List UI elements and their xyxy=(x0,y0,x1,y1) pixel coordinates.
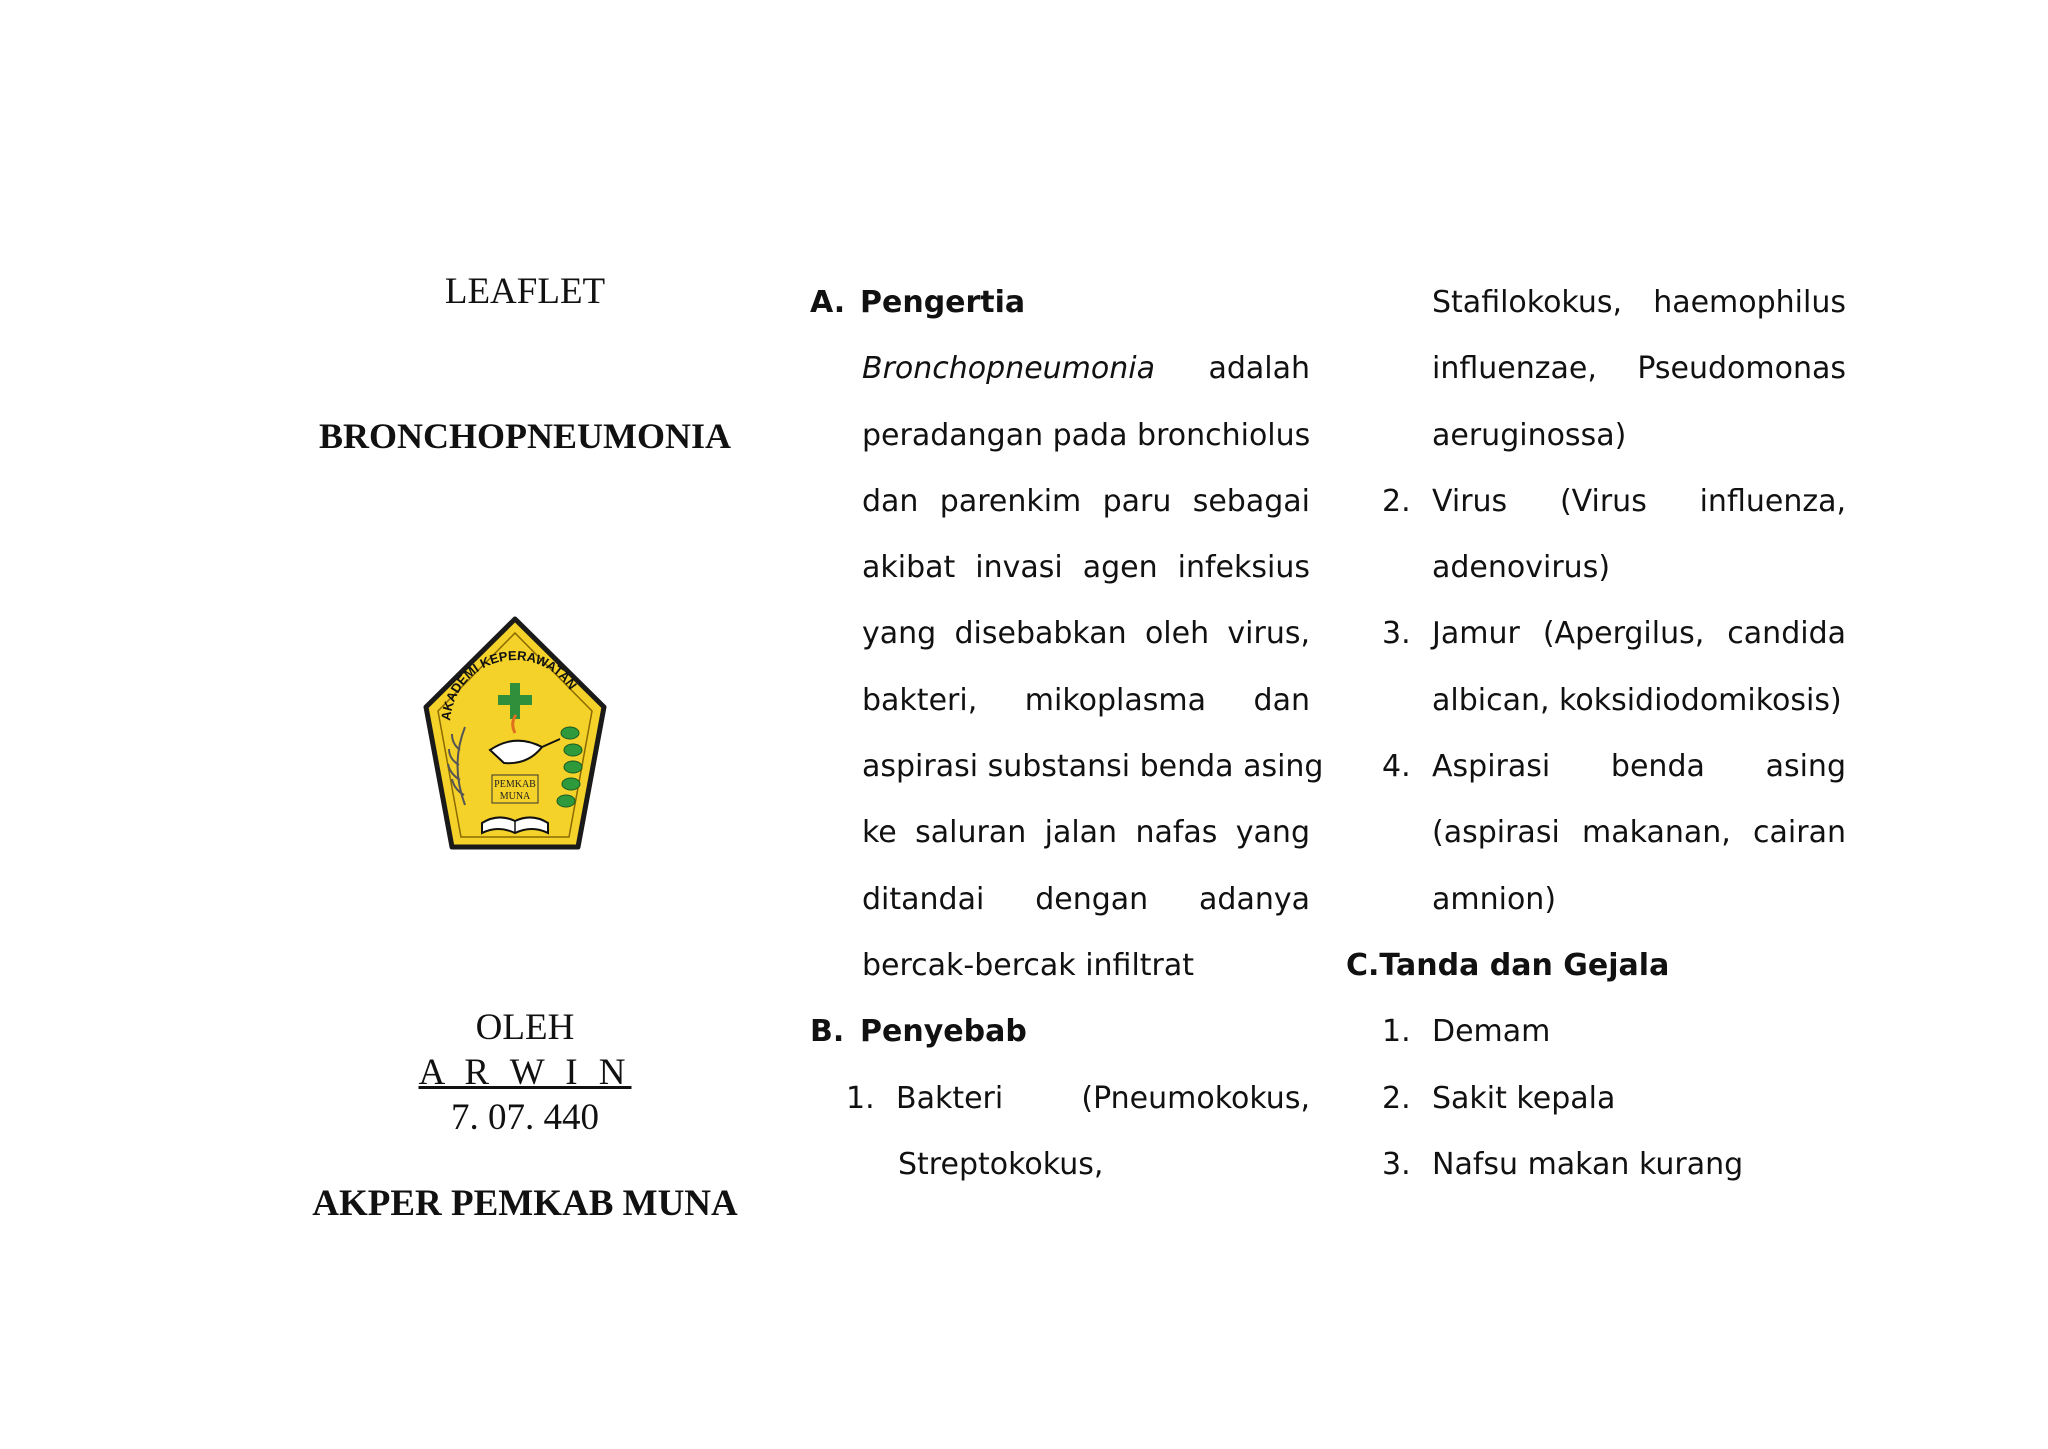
section-c-heading xyxy=(1346,933,1846,999)
section-c-title: Tanda dan Gejala xyxy=(1379,947,1670,983)
symptom-text: Nafsu makan kurang xyxy=(1432,1146,1744,1182)
section-a-heading xyxy=(810,270,1310,336)
logo-ring-text: AKADEMI KEPERAWATAN xyxy=(438,647,580,722)
cause-text-continued: influenzae, Pseudomonas xyxy=(1432,351,1846,387)
cause-number: 2. xyxy=(1382,483,1411,519)
symptom-number: 2. xyxy=(1382,1080,1411,1116)
section-a-title: Pengertia xyxy=(860,285,1026,320)
cause-number: 4. xyxy=(1382,749,1411,785)
cause-text-continued: aeruginossa) xyxy=(1432,417,1627,453)
cause-number: 1. xyxy=(846,1080,875,1116)
cause-number: 3. xyxy=(1382,616,1411,652)
akper-logo xyxy=(420,615,610,855)
content-column-2 xyxy=(810,270,1324,1198)
author-block xyxy=(290,1005,760,1140)
author-name: A R W I N xyxy=(418,1052,632,1093)
cause-text-continued: albican, koksidiodomikosis) xyxy=(1432,682,1842,718)
logo-emblem xyxy=(420,615,610,855)
logo-cross-h xyxy=(498,695,532,705)
definition-line: bercak-bercak infiltrat xyxy=(862,947,1195,983)
page-title: BRONCHOPNEUMONIA xyxy=(319,416,731,456)
definition-line: ke saluran jalan nafas yang xyxy=(862,815,1310,851)
definition-line: yang disebabkan oleh virus, xyxy=(862,616,1310,652)
cause-item xyxy=(1346,734,1846,800)
cause-text: Aspirasi benda asing xyxy=(1432,749,1846,785)
cause-text: Bakteri (Pneumokokus, xyxy=(896,1080,1310,1116)
definition-line xyxy=(810,336,1310,402)
section-a-letter: A. xyxy=(810,285,846,320)
symptom-number: 1. xyxy=(1382,1014,1411,1050)
definition-line: ditandai dengan adanya xyxy=(862,881,1310,917)
by-label: OLEH xyxy=(475,1007,575,1048)
logo-muna-text: MUNA xyxy=(499,791,531,802)
leaflet-label: LEAFLET xyxy=(444,271,606,312)
cause-text-continued: adenovirus) xyxy=(1432,550,1611,586)
content-column-3 xyxy=(1346,270,1846,1198)
cause-text: Jamur (Apergilus, candida xyxy=(1432,616,1846,652)
section-b-title: Penyebab xyxy=(860,1014,1027,1050)
section-b-heading xyxy=(810,999,1310,1065)
cause-text-continued: (aspirasi makanan, cairan xyxy=(1432,815,1846,851)
symptom-item xyxy=(1346,1132,1846,1198)
cause-item xyxy=(1346,469,1846,535)
section-b-letter: B. xyxy=(810,1014,845,1050)
definition-word: adalah xyxy=(1208,351,1310,387)
institution-name: AKPER PEMKAB MUNA xyxy=(312,1183,738,1224)
symptom-text: Sakit kepala xyxy=(1432,1080,1616,1116)
symptom-text: Demam xyxy=(1432,1014,1551,1050)
section-c-letter: C. xyxy=(1346,947,1380,983)
definition-term: Bronchopneumonia xyxy=(862,351,1155,387)
cause-text: Virus (Virus influenza, xyxy=(1432,483,1846,519)
cause-text-continued: Streptokokus, xyxy=(898,1146,1104,1182)
logo-pemkab-text: PEMKAB xyxy=(494,779,536,790)
cause-text-continued: Stafilokokus, haemophilus xyxy=(1432,285,1846,320)
cause-text-continued: amnion) xyxy=(1432,881,1557,917)
definition-line: bakteri, mikoplasma dan xyxy=(862,682,1310,718)
definition-line: peradangan pada bronchiolus xyxy=(862,417,1311,453)
symptom-item xyxy=(1346,1066,1846,1132)
student-id: 7. 07. 440 xyxy=(451,1097,599,1138)
symptom-item xyxy=(1346,999,1846,1065)
cause-item xyxy=(1346,601,1846,667)
definition-line: akibat invasi agen infeksius xyxy=(862,550,1310,586)
definition-line: aspirasi substansi benda asing xyxy=(862,749,1324,785)
definition-line: dan parenkim paru sebagai xyxy=(862,483,1310,519)
symptom-number: 3. xyxy=(1382,1146,1411,1182)
cause-item xyxy=(810,1066,1310,1132)
